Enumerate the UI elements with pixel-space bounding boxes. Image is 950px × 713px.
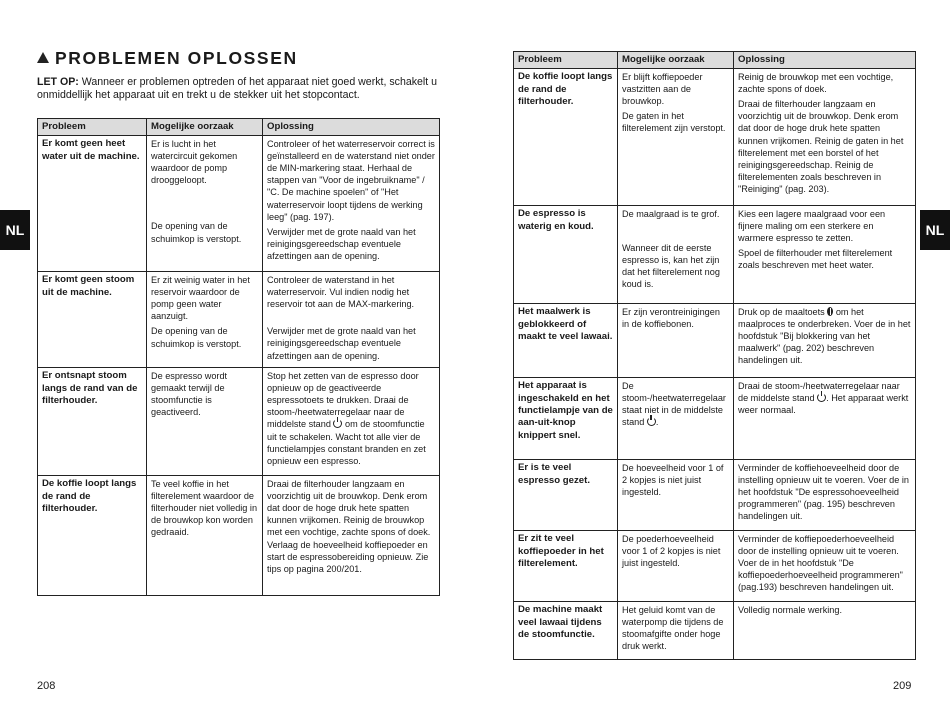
problem-cell: De koffie loopt langs de rand de filterhouder. [514,69,618,206]
table-row [514,460,916,531]
table-row [514,206,916,304]
warning-label: LET OP: [37,76,79,88]
page-title: PROBLEMEN OPLOSSEN [37,48,298,69]
cause-cell: De poederhoeveelheid voor 1 of 2 kopjes is niet juist ingesteld. [618,531,734,602]
header-problem: Probleem [38,119,147,136]
page-number: 209 [893,680,912,692]
cause-cell: De hoeveelheid voor 1 of 2 kopjes is niet juist ingesteld. [618,460,734,531]
problem-cell: Het apparaat is ingeschakeld en het functielampje van de aan-uit-knop knippert snel. [514,378,618,460]
power-icon [817,393,826,402]
cause-cell: Er is lucht in het watercircuit gekomen waardoor de pomp drooggeloopt. De opening van de schuimkop is verstopt. [147,136,263,272]
table-header-row [38,119,440,136]
table-row [514,69,916,206]
language-tab: NL [0,210,30,250]
solution-cell: Verminder de koffiehoeveelheid door de instelling opnieuw uit te voeren. Voer de in het hoofdstuk "De espressohoeveelheid programmeren" (pag. 195) beschreven handelingen uit. [734,460,916,531]
solution-cell: Verminder de koffiepoederhoeveelheid door de instelling opnieuw uit te voeren. Voer de in het hoofdstuk "De koffiepoederhoeveelheid programmeren" (pag.193) beschreven handelingen uit. [734,531,916,602]
page-number: 208 [37,680,56,692]
power-icon [647,417,656,426]
cause-cell: Er blijft koffiepoeder vastzitten aan de brouwkop. De gaten in het filterelement zijn verstopt. [618,69,734,206]
table-row [38,476,440,596]
solution-cell: Draai de filterhouder langzaam en voorzichtig uit de brouwkop. Denk erom dat door de hoge druk hete spatten kunnen vrijkomen. Reinig de brouwkop met een vochtige, zachte spons of doek. Verlaag de hoeveelheid koffiepoeder en start de espressobereiding opnieuw. Zie tips op pagina 200/201. [263,476,440,596]
cause-cell: De stoom-/heetwaterregelaar staat niet in de middelste stand . [618,378,734,460]
header-solution: Oplossing [734,52,916,69]
cause-cell: De maalgraad is te grof. Wanneer dit de eerste espresso is, kan het zijn dat het filterelement nog koud is. [618,206,734,304]
warning-text: Wanneer er problemen optreden of het apparaat niet goed werkt, schakelt u onmiddellijk het apparaat uit en trekt u de stekker uit het stopcontact. [37,76,438,101]
solution-cell: Stop het zetten van de espresso door opnieuw op de geactiveerde espressotoets te drukken. Draai de stoom-/heetwaterregelaar naar de middelste stand om de stoomfunctie uit te schakelen. Wacht tot alle vier de functielampjes constant branden en zet opnieuw een espresso. [263,368,440,476]
header-cause: Mogelijke oorzaak [147,119,263,136]
table-row [514,531,916,602]
solution-cell: Controleer de waterstand in het waterreservoir. Vul indien nodig het reservoir tot aan de MAX-markering. Verwijder met de grote naald van het reinigingsgereedschap eventuele afzettingen aan de opening. [263,272,440,368]
triangle-icon [37,52,49,63]
problem-cell: Er komt geen heet water uit de machine. [38,136,147,272]
header-cause: Mogelijke oorzaak [618,52,734,69]
cause-cell: Te veel koffie in het filterelement waardoor de filterhouder niet volledig in de brouwkop kon worden gedraaid. [147,476,263,596]
header-solution: Oplossing [263,119,440,136]
problem-cell: Het maalwerk is geblokkeerd of maakt te veel lawaai. [514,304,618,378]
solution-cell: Volledig normale werking. [734,602,916,660]
header-problem: Probleem [514,52,618,69]
table-row [514,602,916,660]
solution-cell: Reinig de brouwkop met een vochtige, zachte spons of doek. Draai de filterhouder langzaam en voorzichtig uit de brouwkop. Denk erom dat door de hoge druk hete spatten kunnen vrijkomen. Reinig de gaten in het filterelement met een borstel of het reinigingsgereedschap. Reinig de filterelementen zoals beschreven in "Reiniging" (pag. 203). [734,69,916,206]
table-header-row [514,52,916,69]
table-row [38,272,440,368]
problem-cell: Er zit te veel koffiepoeder in het filterelement. [514,531,618,602]
problem-cell: De machine maakt veel lawaai tijdens de stoomfunctie. [514,602,618,660]
cause-cell: Er zijn verontreinigingen in de koffiebonen. [618,304,734,378]
language-tab: NL [920,210,950,250]
troubleshooting-table-left [37,118,440,596]
right-page [475,0,950,713]
solution-cell: Draai de stoom-/heetwaterregelaar naar de middelste stand . Het apparaat werkt weer normaal. [734,378,916,460]
solution-cell: Kies een lagere maalgraad voor een fijnere maling om een sterkere en warmere espresso te zetten. Spoel de filterhouder met filterelement zoals beschreven met heet water. [734,206,916,304]
problem-cell: Er komt geen stoom uit de machine. [38,272,147,368]
warning-note [37,76,442,102]
problem-cell: Er ontsnapt stoom langs de rand van de filterhouder. [38,368,147,476]
cause-cell: De espresso wordt gemaakt terwijl de stoomfunctie is geactiveerd. [147,368,263,476]
problem-cell: Er is te veel espresso gezet. [514,460,618,531]
problem-cell: De espresso is waterig en koud. [514,206,618,304]
troubleshooting-table-right [513,51,916,660]
cause-cell: Er zit weinig water in het reservoir waardoor de pomp geen water aanzuigt. De opening van de schuimkop is verstopt. [147,272,263,368]
table-row [38,136,440,272]
cause-cell: Het geluid komt van de waterpomp die tijdens de stoomafgifte onder hoge druk werkt. [618,602,734,660]
solution-cell: Druk op de maaltoets om het maalproces te onderbreken. Voer de in het hoofdstuk "Bij blokkering van het maalwerk" (pag. 202) beschreven handelingen uit. [734,304,916,378]
table-row [38,368,440,476]
problem-cell: De koffie loopt langs de rand de filterhouder. [38,476,147,596]
solution-cell: Controleer of het waterreservoir correct is geïnstalleerd en de waterstand niet onder de MIN-markering staat. Herhaal de stappen van "Voor de ingebruikname" / "C. De machine spoelen" of "Het waterreservoir loopt tijdens de werking leeg" (pag. 197). Verwijder met de grote naald van het reinigingsgereedschap eventuele afzettingen aan de opening. [263,136,440,272]
table-row [514,378,916,460]
table-row [514,304,916,378]
